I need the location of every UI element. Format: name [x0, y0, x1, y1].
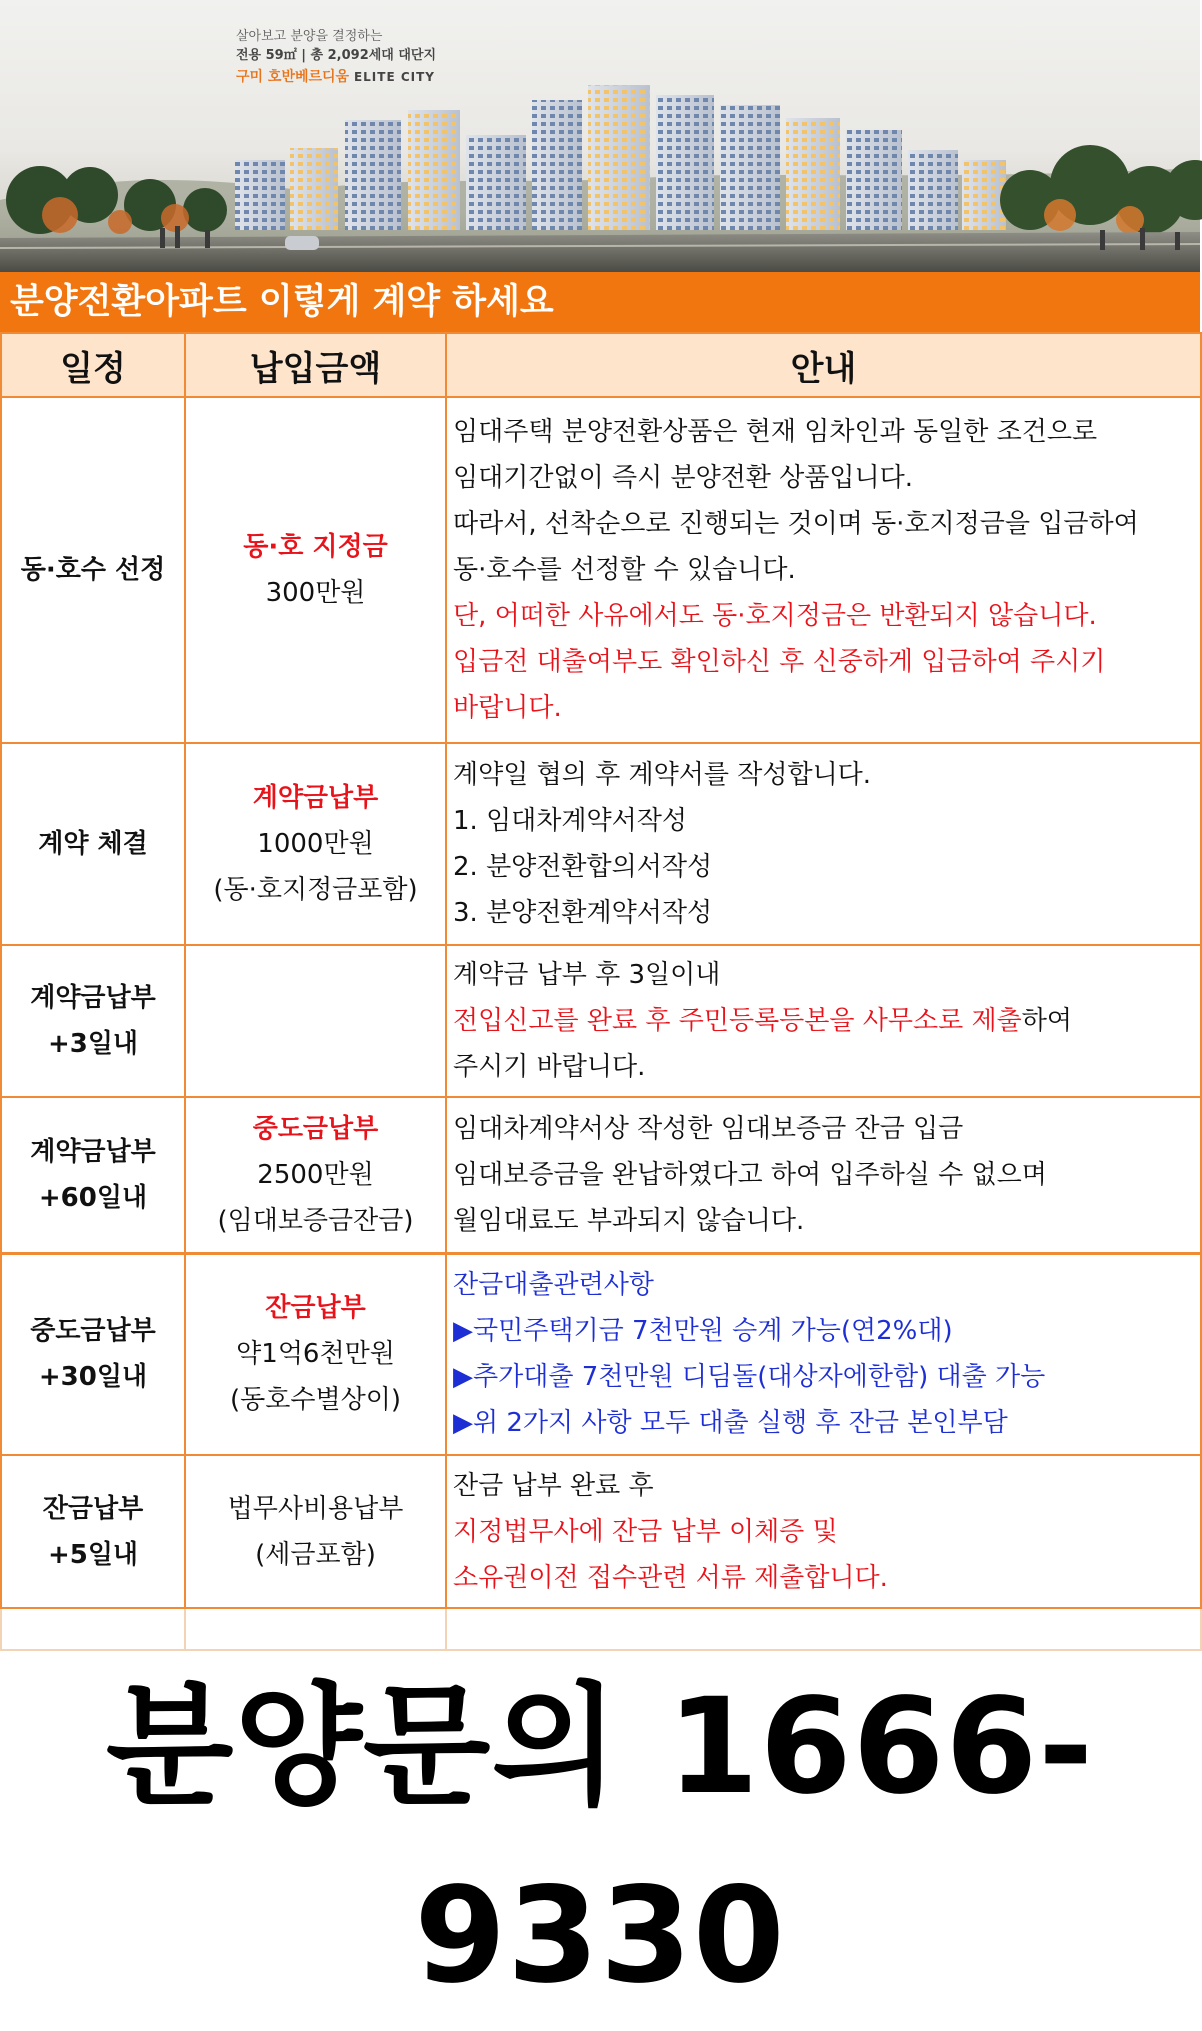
info-line-warning: 전입신고를 완료 후 주민등록등본을 사무소로 제출 [453, 1006, 1022, 1036]
table-row [1, 1097, 1201, 1253]
contract-schedule-table [0, 332, 1202, 1651]
apartment-complex-illustration [0, 0, 1200, 272]
schedule-text: +3일내 [47, 1029, 139, 1059]
table-header-row [1, 333, 1201, 397]
schedule-cell [1, 397, 185, 743]
info-line: 1. 임대차계약서작성 [453, 806, 687, 836]
amount-cell [185, 1097, 446, 1253]
hero-tagline: 살아보고 분양을 결정하는 [236, 29, 383, 44]
schedule-text: +5일내 [47, 1539, 139, 1570]
info-line: 임대보증금을 완납하였다고 하여 입주하실 수 없으며 [453, 1159, 1047, 1190]
info-line: 계약일 협의 후 계약서를 작성합니다. [453, 760, 872, 790]
amount-title: 잔금납부 [265, 1293, 366, 1324]
info-cell [446, 1455, 1201, 1608]
info-cell [446, 1253, 1201, 1455]
amount-line: (동·호지정금포함) [213, 875, 418, 905]
info-cell [446, 743, 1201, 945]
amount-line: (세금포함) [255, 1539, 376, 1570]
amount-cell [185, 743, 446, 945]
info-line: 계약금 납부 후 3일이내 [453, 960, 721, 990]
info-line: 월임대료도 부과되지 않습니다. [453, 1205, 805, 1236]
amount-line: 약1억6천만원 [236, 1339, 395, 1370]
schedule-text: 계약 체결 [38, 829, 148, 859]
info-line-tail: 하여 [1021, 1006, 1072, 1036]
table-row [1, 1455, 1201, 1608]
info-line-warning: 입금전 대출여부도 확인하신 후 신중하게 입금하여 주시기 [453, 647, 1106, 677]
schedule-text: +30일내 [38, 1362, 148, 1393]
empty-cell [185, 1608, 446, 1650]
info-line-warning: 바랍니다. [453, 693, 562, 723]
amount-line: 300만원 [265, 578, 366, 608]
amount-line: (동호수별상이) [230, 1385, 401, 1416]
hero-brand-name: 구미 호반베르디움 [236, 69, 350, 85]
table-row [1, 945, 1201, 1097]
info-line: 잔금 납부 완료 후 [453, 1470, 654, 1501]
amount-cell [185, 1253, 446, 1455]
table-row-empty [1, 1608, 1201, 1650]
info-line-loan: ▶위 2가지 사항 모두 대출 실행 후 잔금 본인부담 [453, 1408, 1008, 1439]
schedule-cell [1, 743, 185, 945]
schedule-text: 중도금납부 [30, 1316, 156, 1347]
info-line-warning: 지정법무사에 잔금 납부 이체증 및 [453, 1516, 838, 1547]
info-line: 임대기간없이 즉시 분양전환 상품입니다. [453, 463, 914, 493]
empty-cell [1, 1608, 185, 1650]
header-amount: 납입금액 [185, 333, 446, 397]
table-row [1, 1253, 1201, 1455]
amount-cell-empty [185, 945, 446, 1097]
schedule-text: 계약금납부 [30, 983, 156, 1013]
info-cell [446, 397, 1201, 743]
schedule-text: 동·호수 선정 [20, 555, 166, 585]
amount-line: 2500만원 [257, 1159, 374, 1190]
schedule-text: 잔금납부 [42, 1493, 144, 1524]
info-line-loan: ▶추가대출 7천만원 디딤돌(대상자에한함) 대출 가능 [453, 1362, 1046, 1393]
info-line-mixed [453, 998, 1200, 1044]
hero-brand-sub: ELITE CITY [353, 70, 435, 84]
schedule-text: 계약금납부 [30, 1136, 156, 1167]
empty-cell [446, 1608, 1201, 1650]
info-line: 2. 분양전환합의서작성 [453, 852, 713, 882]
info-line-warning: 소유권이전 접수관련 서류 제출합니다. [453, 1562, 888, 1593]
info-line: 따라서, 선착순으로 진행되는 것이며 동·호지정금을 입금하여 [453, 509, 1139, 539]
info-line-loan: 잔금대출관련사항 [453, 1270, 654, 1301]
table-row [1, 743, 1201, 945]
info-line-warning: 단, 어떠한 사유에서도 동·호지정금은 반환되지 않습니다. [453, 601, 1097, 631]
amount-title: 계약금납부 [252, 783, 379, 813]
amount-cell [185, 1455, 446, 1608]
hero-brand [236, 66, 436, 88]
table-row [1, 397, 1201, 743]
hero-banner [0, 0, 1200, 272]
schedule-cell [1, 945, 185, 1097]
amount-line: 법무사비용납부 [227, 1493, 404, 1524]
schedule-cell [1, 1097, 185, 1253]
info-line: 동·호수를 선정할 수 있습니다. [453, 555, 796, 585]
info-cell [446, 1097, 1201, 1253]
hero-spec: 전용 59㎡ | 총 2,092세대 대단지 [236, 48, 437, 63]
hero-text [236, 28, 436, 88]
amount-line: (임대보증금잔금) [217, 1205, 414, 1236]
info-line: 임대주택 분양전환상품은 현재 임차인과 동일한 조건으로 [453, 417, 1098, 447]
schedule-cell [1, 1455, 185, 1608]
header-info: 안내 [446, 333, 1201, 397]
amount-title: 동·호 지정금 [243, 532, 388, 562]
info-line: 주시기 바랍니다. [453, 1052, 646, 1082]
info-line-loan: ▶국민주택기금 7천만원 승계 가능(연2%대) [453, 1316, 953, 1347]
header-schedule: 일정 [1, 333, 185, 397]
info-line: 임대차계약서상 작성한 임대보증금 잔금 입금 [453, 1113, 964, 1144]
info-line: 3. 분양전환계약서작성 [453, 898, 713, 928]
headline-banner: 분양전환아파트 이렇게 계약 하세요 [0, 272, 1200, 332]
info-cell [446, 945, 1201, 1097]
schedule-text: +60일내 [38, 1182, 148, 1213]
amount-line: 1000만원 [257, 829, 374, 859]
amount-cell [185, 397, 446, 743]
sales-inquiry-phone: 분양문의 1666-9330 [105, 1670, 1095, 2013]
schedule-cell [1, 1253, 185, 1455]
amount-title: 중도금납부 [252, 1113, 379, 1144]
